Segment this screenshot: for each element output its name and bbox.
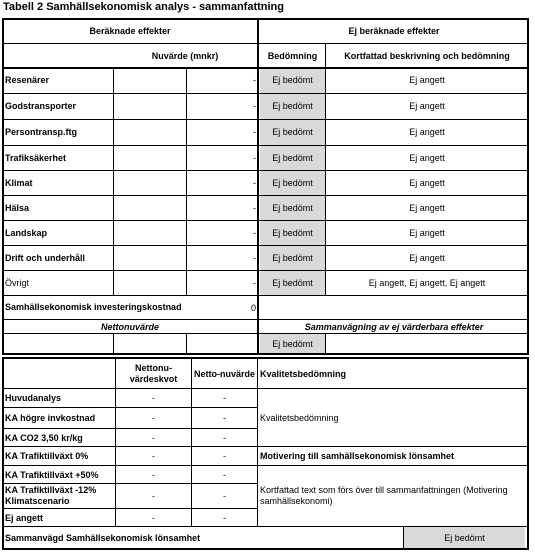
quality-assessment-text: Kvalitetsbedömning [260, 413, 339, 423]
row-description: Ej angett [409, 75, 445, 85]
header-non-calculated-effects: Ej beräknade effekter [348, 26, 440, 36]
row-assessment: Ej bedömt [272, 253, 313, 263]
row-nnk: - [152, 393, 155, 403]
row-value-2: - [253, 278, 256, 288]
header-calculated-effects: Beräknade effekter [89, 26, 171, 36]
header-assessment: Bedömning [267, 51, 318, 61]
row-value-1 [114, 68, 186, 92]
row-value-2: - [253, 75, 256, 85]
row-nnk: - [152, 469, 155, 480]
row-value-1 [114, 146, 186, 170]
row-nnv: - [223, 512, 226, 523]
page-title: Tabell 2 Samhällsekonomisk analys - sammanfattning [3, 1, 284, 13]
investment-cost-value: 0 [250, 302, 256, 313]
row-label: KA Trafiktillväxt +50% [5, 469, 99, 480]
row-description: Ej angett [409, 203, 445, 213]
weighted-profitability-label: Sammanvägd Samhällsekonomisk lönsamhet [5, 533, 201, 543]
row-value-1 [114, 221, 186, 245]
row-assessment: Ej bedömt [272, 278, 313, 288]
row-label: KA CO2 3,50 kr/kg [5, 432, 83, 443]
row-value-2: - [253, 203, 256, 213]
row-value-1 [114, 271, 186, 295]
header-quality: Kvalitetsbedömning [260, 369, 347, 379]
row-assessment: Ej bedömt [272, 178, 313, 188]
row-description: Ej angett [409, 253, 445, 263]
row-nnk: - [152, 432, 155, 443]
row-assessment: Ej bedömt [272, 75, 313, 85]
weighing-label: Sammanvägning av ej värderbara effekter [304, 321, 484, 332]
header-nnv: Netto-nuvärde [193, 369, 255, 379]
row-label: Persontransp.ftg [5, 127, 78, 137]
row-label: Övrigt [5, 278, 30, 288]
motivation-header: Motivering till samhällsekonomisk lönsamhet [260, 451, 455, 461]
row-description: Ej angett, Ej angett, Ej angett [368, 278, 486, 288]
row-nnv: - [223, 469, 226, 480]
row-nnk: - [152, 491, 155, 501]
row-label: Trafiksäkerhet [5, 153, 67, 163]
row-nnv: - [223, 413, 226, 423]
row-assessment: Ej bedömt [272, 228, 313, 238]
row-value-2: - [253, 127, 256, 137]
row-description: Ej angett [409, 101, 445, 111]
investment-cost-label: Samhällsekonomisk investeringskostnad [5, 302, 182, 312]
row-description: Ej angett [409, 127, 445, 137]
row-label: Huvudanalys [5, 393, 62, 403]
row-label: Klimat [5, 178, 33, 188]
row-value-2: - [253, 101, 256, 111]
row-nnv: - [223, 393, 226, 403]
row-nnk: - [152, 512, 155, 523]
row-value-1 [114, 120, 186, 144]
row-nnk: - [152, 413, 155, 423]
row-value-2: - [253, 228, 256, 238]
header-nnk: Nettonu-värdeskvot [129, 363, 178, 384]
row-value-1 [114, 94, 186, 118]
motivation-text: Kortfattad text som förs över till sammanfattningen (Motivering samhällsekonomi) [260, 485, 508, 506]
row-assessment: Ej bedömt [272, 127, 313, 137]
net-present-value-label: Nettonuvärde [100, 321, 159, 332]
row-assessment: Ej bedömt [272, 101, 313, 111]
row-label: Hälsa [5, 203, 30, 213]
row-nnv: - [223, 432, 226, 443]
row-label: Landskap [5, 228, 48, 238]
row-value-1 [114, 171, 186, 195]
row-value-1 [114, 196, 186, 220]
header-npv: Nuvärde (mnkr) [151, 51, 219, 61]
row-label: KA Trafiktillväxt 0% [5, 451, 89, 461]
row-nnv: - [223, 451, 226, 461]
header-description: Kortfattad beskrivning och bedömning [344, 51, 510, 61]
net-assessment-value: Ej bedömt [272, 338, 313, 349]
row-description: Ej angett [409, 178, 445, 188]
row-value-2: - [253, 178, 256, 188]
weighted-profitability-value: Ej bedömt [444, 533, 485, 543]
row-value-2: - [253, 153, 256, 163]
row-assessment: Ej bedömt [272, 153, 313, 163]
row-value-2: - [253, 253, 256, 263]
row-label: Godstransporter [5, 101, 77, 111]
row-nnv: - [223, 491, 226, 501]
row-label: Resenärer [5, 75, 50, 85]
row-assessment: Ej bedömt [272, 203, 313, 213]
row-label: Ej angett [5, 512, 44, 523]
row-label: KA högre invkostnad [5, 413, 96, 423]
row-label: KA Trafiktillväxt -12% Klimatscenario [5, 485, 97, 506]
row-description: Ej angett [409, 153, 445, 163]
row-description: Ej angett [409, 228, 445, 238]
row-value-1 [114, 246, 186, 270]
row-label: Drift och underhåll [5, 253, 86, 263]
row-nnk: - [152, 451, 155, 461]
